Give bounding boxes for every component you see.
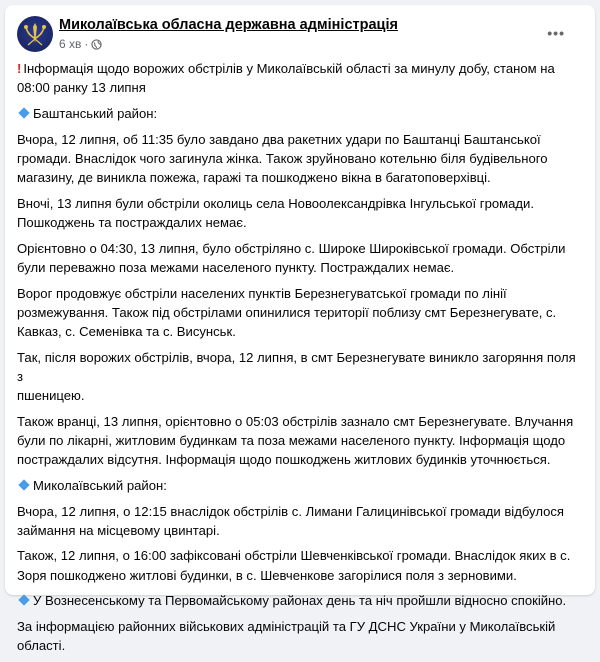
text-line-content: області. (17, 638, 66, 654)
text-line (17, 546, 585, 565)
exclamation-icon: ! (17, 61, 22, 76)
text-line (17, 431, 585, 450)
text-line-content: Вчора, 12 липня, об 11:35 було завдано два ракетних удари по Баштанці Баштанської (17, 131, 541, 147)
post-paragraph (17, 284, 585, 342)
text-line (17, 412, 585, 431)
post-paragraph (17, 502, 585, 540)
text-line (17, 130, 585, 149)
page-name-link[interactable]: Миколаївська обласна державна адміністрація (59, 17, 398, 33)
meta-separator: · (84, 37, 89, 51)
text-line-content: займання на місцевому цвинтарі. (17, 522, 220, 538)
more-options-button[interactable]: ••• (547, 25, 565, 41)
text-line-content: Баштанський район: (33, 105, 158, 121)
post-paragraph (17, 104, 585, 123)
text-line (17, 194, 585, 213)
text-line (17, 59, 585, 78)
text-line (17, 566, 585, 585)
post-paragraph (17, 130, 585, 188)
text-line (17, 78, 585, 97)
text-line (17, 284, 585, 303)
post-meta (59, 37, 102, 51)
text-line (17, 521, 585, 540)
text-line-content: Інформація щодо ворожих обстрілів у Миколаївській області за минулу добу, станом на (23, 61, 555, 76)
text-line-content: Вчора, 12 липня, о 12:15 внаслідок обстрілів с. Лимани Галицинівської громади відбулося (17, 503, 565, 519)
text-line-content: Також вранці, 13 липня, орієнтовно о 05:03 обстрілів зазнало смт Березнегувате. Влучання (17, 413, 574, 429)
text-line-content: були по лікарні, житловим будинкам та поза межами населеного пункту. Інформація щодо (17, 432, 566, 448)
text-line-content: Миколаївський район: (33, 477, 167, 493)
post-paragraph (17, 194, 585, 232)
text-line (17, 322, 585, 341)
post-paragraph (17, 546, 585, 584)
post-paragraph (17, 59, 585, 97)
post-paragraph (17, 412, 585, 470)
text-line-content: розмежування. Також під обстрілами опинилися території поблизу смт Березнегувате, с. (17, 304, 557, 320)
avatar[interactable] (17, 16, 53, 52)
text-line (17, 502, 585, 521)
text-line-content: магазину, де виникла пожежа, гаражі та пошкоджено вікна в багатоповерхівці. (17, 170, 491, 186)
text-line-content: Також, 12 липня, о 16:00 зафіксовані обстріли Шевченківської громади. Внаслідок яких в с. (17, 548, 571, 564)
text-line (17, 168, 585, 187)
text-line-content: Кавказ, с. Семенівка та с. Висунськ. (17, 323, 236, 339)
text-line-content: За інформацією районних військових адміністрацій та ГУ ДСНС України у Миколаївській (17, 619, 556, 635)
text-line (17, 104, 585, 123)
text-line (17, 213, 585, 232)
blue-diamond-icon (18, 479, 29, 490)
post-time[interactable]: 6 хв (59, 37, 82, 51)
post-paragraph (17, 348, 585, 406)
text-line-content: Ворог продовжує обстріли населених пунктів Березнегуватської громади по лінії (17, 285, 507, 301)
blue-diamond-icon (18, 595, 29, 606)
globe-icon (91, 39, 102, 50)
text-line-content: Зоря пошкоджено житлові будинки, в с. Шевченкове загорілися поля з зерновими. (17, 567, 517, 583)
text-line (17, 348, 585, 386)
text-line-content: У Вознесенському та Первомайському районах день та ніч пройшли відносно спокійно. (33, 593, 567, 609)
text-line (17, 149, 585, 168)
text-line-content: громади. Внаслідок чого загинула жінка. Також зруйновано котельню біля будівельного (17, 150, 548, 166)
text-line-content: постраждалих відсутня. Інформація щодо пошкоджень житлових будинків уточнюється. (17, 452, 551, 468)
post-card (5, 5, 595, 654)
text-line-content: Пошкоджень та постраждалих немає. (17, 214, 247, 230)
text-line-content: Так, після ворожих обстрілів, вчора, 12 липня, в смт Березнегувате виникло загоряння поля з (17, 349, 576, 384)
text-line (17, 476, 585, 495)
text-line-content: Вночі, 13 липня були обстріли околиць села Новоолександрівка Інгульської громади. (17, 195, 535, 211)
post-paragraph (17, 239, 585, 277)
text-line-content: пшеницею. (17, 388, 85, 404)
text-line (17, 258, 585, 277)
text-line-content: 08:00 ранку 13 липня (17, 80, 146, 96)
text-line (17, 239, 585, 258)
text-line-content: були переважно поза межами населеного пункту. Постраждалих немає. (17, 259, 455, 275)
post-paragraph (17, 617, 585, 655)
text-line (17, 450, 585, 469)
text-line (17, 617, 585, 636)
text-line (17, 591, 585, 610)
text-line (17, 386, 585, 405)
post-paragraph (17, 591, 585, 610)
coat-of-arms-icon (17, 16, 53, 52)
text-line (17, 636, 585, 655)
post-paragraph (17, 476, 585, 495)
blue-diamond-icon (18, 107, 29, 118)
text-line-content: Орієнтовно о 04:30, 13 липня, було обстріляно с. Широке Широківської громади. Обстріли (17, 240, 566, 256)
post-text (17, 59, 585, 662)
text-line (17, 303, 585, 322)
